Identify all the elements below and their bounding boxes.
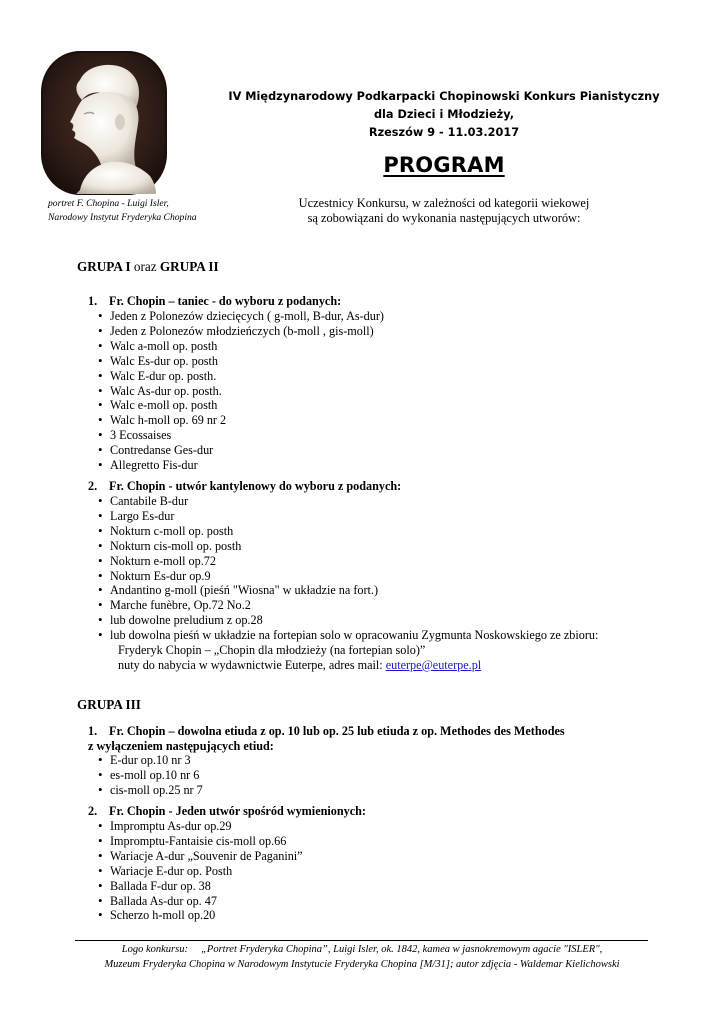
group-3-works-list [98, 819, 303, 923]
noskowski-line-2: Fryderyk Chopin – „Chopin dla młodzieży (na fortepian solo)” [118, 643, 426, 658]
list-item: • Walc E-dur op. posth. [98, 369, 384, 384]
group-3-section-2-heading [88, 804, 366, 819]
list-item: • Cantabile B-dur [98, 494, 598, 509]
footer-divider [75, 940, 648, 941]
list-item: • E-dur op.10 nr 3 [98, 753, 203, 768]
group-3-section-1-heading-cont: z wyłączeniem następujących etiud: [88, 739, 274, 753]
chopin-cameo-portrait [40, 50, 168, 196]
portrait-caption [48, 197, 228, 224]
section-number: 2. [88, 479, 98, 493]
section-heading-text: Fr. Chopin – dowolna etiuda z op. 10 lub op. 25 lub etiuda z op. Methodes des Methodes [109, 724, 565, 738]
page-title: PROGRAM [383, 153, 505, 177]
list-item: • Jeden z Polonezów dziecięcych ( g-moll, B-dur, As-dur) [98, 309, 384, 324]
competition-audience: dla Dzieci i Młodzieży, [373, 108, 515, 121]
footer-line-1: Logo konkursu: „Portret Fryderyka Chopina”, Luigi Isler, ok. 1842, kamea w jasnokremowym agacie "ISLER", [121, 944, 603, 955]
list-item: • cis-moll op.25 nr 7 [98, 783, 203, 798]
list-item: • es-moll op.10 nr 6 [98, 768, 203, 783]
list-item: • Walc As-dur op. posth. [98, 384, 384, 399]
purchase-info-text: nuty do nabycia w wydawnictwie Euterpe, adres mail: [118, 657, 386, 672]
caption-line-2: Narodowy Instytut Fryderyka Chopina [48, 211, 197, 223]
list-item: • Wariacje E-dur op. Posth [98, 864, 303, 879]
list-item: • Contredanse Ges-dur [98, 443, 384, 458]
section-heading-text: Fr. Chopin - utwór kantylenowy do wyboru z podanych: [109, 479, 402, 493]
list-item: • Walc h-moll op. 69 nr 2 [98, 413, 384, 428]
list-item: • Marche funèbre, Op.72 No.2 [98, 598, 598, 613]
list-item: • lub dowolne preludium z op.28 [98, 613, 598, 628]
list-item: • Nokturn Es-dur op.9 [98, 569, 598, 584]
list-item: • Nokturn c-moll op. posth [98, 524, 598, 539]
list-item: • 3 Ecossaises [98, 428, 384, 443]
group-oraz-label: oraz [133, 259, 157, 274]
list-item: • Allegretto Fis-dur [98, 458, 384, 473]
group-1-section-1-heading [88, 294, 341, 309]
intro-line-2: są zobowiązani do wykonania następujących utworów: [307, 211, 581, 225]
list-item: • Ballada As-dur op. 47 [98, 894, 303, 909]
section-heading-text: Fr. Chopin - Jeden utwór spośród wymienionych: [109, 804, 366, 818]
group-3-section-1-heading [88, 724, 565, 739]
group-3-title: GRUPA III [77, 697, 141, 712]
section-number: 1. [88, 724, 98, 738]
competition-dates: Rzeszów 9 - 11.03.2017 [368, 126, 520, 139]
list-item: • Largo Es-dur [98, 509, 598, 524]
competition-header [224, 88, 664, 142]
group-1-dance-list [98, 309, 384, 473]
section-number: 2. [88, 804, 98, 818]
euterpe-email-link[interactable]: euterpe@euterpe.pl [385, 657, 482, 672]
section-number: 1. [88, 294, 98, 308]
group-1-cantilena-list [98, 494, 598, 673]
competition-name: IV Międzynarodowy Podkarpacki Chopinowski Konkurs Pianistyczny [228, 90, 660, 103]
list-item: • Andantino g-moll (pieśń "Wiosna" w układzie na fort.) [98, 583, 598, 598]
cameo-image [40, 50, 168, 196]
footer-line-2: Muzeum Fryderyka Chopina w Narodowym Instytucie Fryderyka Chopina [M/31]; autor zdjęcia - Waldemar Kielichowski [104, 959, 620, 970]
group-3-etude-exclusion-list [98, 753, 203, 798]
group-1-section-2-heading [88, 479, 401, 494]
section-heading-text: Fr. Chopin – taniec - do wyboru z podanych: [109, 294, 342, 308]
caption-line-1: portret F. Chopina - Luigi Isler, [48, 198, 169, 209]
list-item: • Impromptu As-dur op.29 [98, 819, 303, 834]
list-item: • Walc Es-dur op. posth [98, 354, 384, 369]
list-item-noskowski [98, 628, 598, 673]
intro-text [224, 196, 664, 226]
group-1-2-title [77, 259, 219, 275]
list-item: • Walc a-moll op. posth [98, 339, 384, 354]
list-item: • Impromptu-Fantaisie cis-moll op.66 [98, 834, 303, 849]
list-item: • Ballada F-dur op. 38 [98, 879, 303, 894]
footer-logo-credit [70, 942, 654, 972]
noskowski-line-3 [110, 658, 598, 673]
list-item: • Walc e-moll op. posth [98, 398, 384, 413]
noskowski-line-1: lub dowolna pieśń w układzie na fortepian solo w opracowaniu Zygmunta Noskowskiego ze zbioru: [110, 628, 599, 643]
intro-line-1: Uczestnicy Konkursu, w zależności od kategorii wiekowej [298, 196, 590, 210]
list-item: • Wariacje A-dur „Souvenir de Paganini” [98, 849, 303, 864]
list-item: • Scherzo h-moll op.20 [98, 908, 303, 923]
group-2-label: GRUPA II [159, 259, 219, 274]
list-item: • Nokturn e-moll op.72 [98, 554, 598, 569]
list-item: • Nokturn cis-moll op. posth [98, 539, 598, 554]
group-1-label: GRUPA I [77, 259, 131, 274]
list-item: • Jeden z Polonezów młodzieńczych (b-moll , gis-moll) [98, 324, 384, 339]
